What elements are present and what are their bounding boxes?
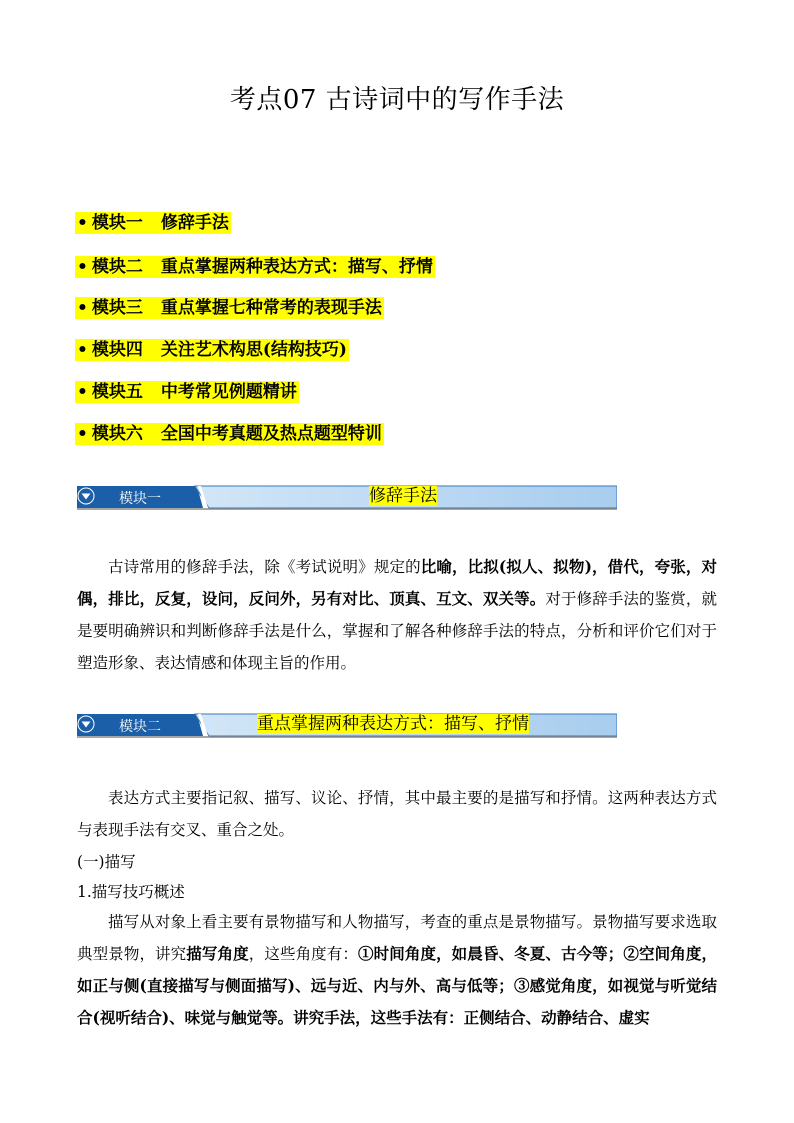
module-label: 模块一 bbox=[119, 491, 161, 507]
section-banner-2 bbox=[77, 712, 617, 738]
toc-module: 模块五 bbox=[91, 382, 143, 402]
para-bold: ①时间角度，如晨昏、冬夏、古今等；②空间角度，如正与侧(直接描写与侧面描写)、远与近、内与外、高与低等；③感觉角度，如视觉与听觉结合(视听结合)、味觉与触觉等。讲究手法，这些手法有：正侧结合、动静结合、虚实 bbox=[77, 944, 717, 1027]
para-text: 古诗常用的修辞手法，除《考试说明》规定的 bbox=[108, 558, 421, 576]
toc-item-5[interactable] bbox=[75, 381, 299, 403]
toc-item-3[interactable] bbox=[75, 297, 384, 319]
para-bold: 描写角度 bbox=[186, 944, 249, 963]
section1-paragraph bbox=[77, 551, 717, 679]
toc-item-2[interactable] bbox=[75, 256, 435, 278]
section2-paragraph-2 bbox=[77, 906, 717, 1034]
bullet: • bbox=[77, 340, 88, 360]
toc-label: 修辞手法 bbox=[160, 213, 229, 233]
toc-module: 模块二 bbox=[91, 257, 143, 277]
bullet: • bbox=[77, 298, 88, 318]
toc-module: 模块一 bbox=[91, 213, 143, 233]
para-text: 描写从对象上看主要有景物描写和人物描写，考查的重点是景物描写。景物描写要求选取典型景物，讲究 bbox=[77, 913, 717, 963]
module-label: 模块二 bbox=[119, 719, 161, 735]
section-title: 修辞手法 bbox=[369, 486, 437, 506]
chevron-down-icon[interactable] bbox=[77, 487, 95, 505]
toc-item-4[interactable] bbox=[75, 339, 349, 361]
bullet: • bbox=[77, 257, 88, 277]
toc-module: 模块三 bbox=[91, 298, 143, 318]
bullet: • bbox=[77, 424, 88, 444]
toc-label: 重点掌握两种表达方式：描写、抒情 bbox=[160, 257, 433, 277]
bullet: • bbox=[77, 382, 88, 402]
toc-module: 模块六 bbox=[91, 424, 143, 444]
toc-label: 关注艺术构思(结构技巧) bbox=[160, 340, 347, 360]
toc-item-1[interactable] bbox=[75, 212, 231, 234]
toc-label: 全国中考真题及热点题型特训 bbox=[160, 424, 382, 444]
bullet: • bbox=[77, 213, 88, 233]
section-banner-1 bbox=[77, 484, 617, 510]
toc-module: 模块四 bbox=[91, 340, 143, 360]
page-title: 考点07 古诗词中的写作手法 bbox=[229, 85, 565, 115]
section-title: 重点掌握两种表达方式：描写、抒情 bbox=[257, 714, 529, 734]
toc-label: 中考常见例题精讲 bbox=[160, 382, 297, 402]
para-bold: 比喻，比拟(拟人、拟物)，借代，夸张，对偶，排比，反复，设问，反问外，另有对比、顶真、互文、双关等。 bbox=[77, 557, 717, 608]
para-text: ，这些角度有： bbox=[248, 945, 359, 963]
sub-heading: (一)描写 bbox=[77, 853, 136, 871]
section2-paragraph-1: 表达方式主要指记叙、描写、议论、抒情，其中最主要的是描写和抒情。这两种表达方式与表现手法有交叉、重合之处。 bbox=[77, 789, 717, 839]
para-text: 对于修辞手法的鉴赏，就是要明确辨识和判断修辞手法是什么，掌握和了解各种修辞手法的特点，分析和评价它们对于塑造形象、表达情感和体现主旨的作用。 bbox=[77, 590, 717, 672]
toc-label: 重点掌握七种常考的表现手法 bbox=[160, 298, 382, 318]
toc-item-6[interactable] bbox=[75, 423, 384, 445]
sub-sub-heading: 1.描写技巧概述 bbox=[77, 883, 185, 901]
chevron-down-icon[interactable] bbox=[77, 715, 95, 733]
